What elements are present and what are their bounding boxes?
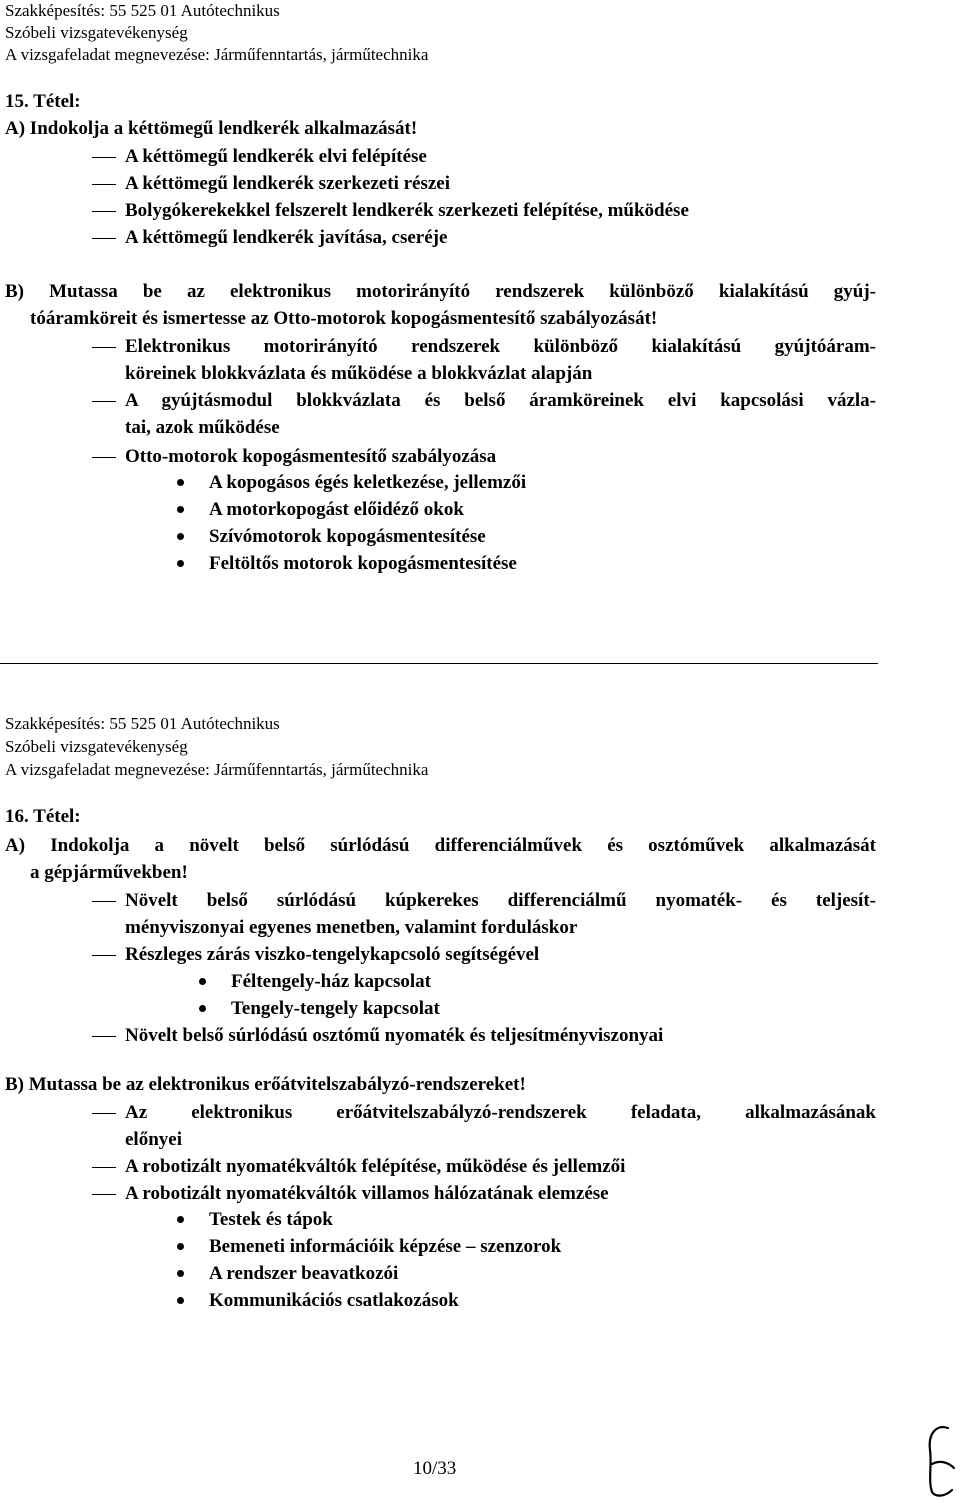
dash-marker (92, 401, 116, 402)
bullet-item: Tengely-tengely kapcsolat (231, 998, 440, 1019)
bullet-icon (177, 506, 184, 513)
list-item: A kéttömegű lendkerék elvi felépítése (125, 146, 427, 167)
item-16-b-title: B) Mutassa be az elektronikus erőátvitelszabályzó-rendszereket! (5, 1074, 526, 1095)
list-item-continuation: ményviszonyai egyenes menetben, valamint forduláskor (125, 917, 578, 938)
header-qualification: Szakképesítés: 55 525 01 Autótechnikus (5, 1, 280, 20)
item-16-title: 16. Tétel: (5, 806, 81, 827)
list-item: Részleges zárás viszko-tengelykapcsoló segítségével (125, 944, 540, 965)
item-16-a-title-line1: A) Indokolja a növelt belső súrlódású differenciálművek és osztóművek alkalmazását (5, 835, 876, 856)
bullet-icon (177, 1270, 184, 1277)
dash-marker (92, 1036, 116, 1037)
bullet-icon (177, 1243, 184, 1250)
page-separator (0, 663, 878, 664)
dash-marker (92, 238, 116, 239)
page-number: 10/33 (413, 1458, 457, 1479)
list-item-continuation: köreinek blokkvázlata és működése a blokkvázlat alapján (125, 363, 593, 384)
dash-marker (92, 901, 116, 902)
header-task-name: A vizsgafeladat megnevezése: Járműfenntartás, járműtechnika (5, 45, 429, 64)
bullet-item: A kopogásos égés keletkezése, jellemzői (209, 472, 527, 493)
bullet-item: Szívómotorok kopogásmentesítése (209, 526, 486, 547)
bullet-item: Testek és tápok (209, 1209, 333, 1230)
item-15-b-title-line2: tóáramköreit és ismertesse az Otto-motorok kopogásmentesítő szabályozását! (30, 308, 658, 329)
list-item: Otto-motorok kopogásmentesítő szabályozása (125, 446, 497, 467)
list-item: Növelt belső súrlódású kúpkerekes differenciálmű nyomaték- és teljesít- (125, 890, 876, 911)
signature-mark (918, 1420, 958, 1500)
bullet-icon (199, 1005, 206, 1012)
list-item: Bolygókerekekkel felszerelt lendkerék szerkezeti felépítése, működése (125, 200, 689, 221)
list-item: Növelt belső súrlódású osztómű nyomaték és teljesítményviszonyai (125, 1025, 664, 1046)
header-exam-type: Szóbeli vizsgatevékenység (5, 23, 188, 42)
list-item: Elektronikus motorirányító rendszerek különböző kialakítású gyújtóáram- (125, 336, 876, 357)
dash-marker (92, 211, 116, 212)
bullet-icon (177, 560, 184, 567)
list-item-continuation: tai, azok működése (125, 417, 280, 438)
item-15-b-title-line1: B) Mutassa be az elektronikus motorirányító rendszerek különböző kialakítású gyúj- (5, 281, 876, 302)
header-exam-type: Szóbeli vizsgatevékenység (5, 737, 188, 756)
header-qualification: Szakképesítés: 55 525 01 Autótechnikus (5, 714, 280, 733)
bullet-icon (177, 1297, 184, 1304)
list-item: A robotizált nyomatékváltók villamos hálózatának elemzése (125, 1183, 609, 1204)
dash-marker (92, 1113, 116, 1114)
list-item: A gyújtásmodul blokkvázlata és belső áramköreinek elvi kapcsolási vázla- (125, 390, 876, 411)
dash-marker (92, 457, 116, 458)
header-task-name: A vizsgafeladat megnevezése: Járműfenntartás, járműtechnika (5, 760, 429, 779)
dash-marker (92, 955, 116, 956)
bullet-item: Féltengely-ház kapcsolat (231, 971, 432, 992)
bullet-item: Kommunikációs csatlakozások (209, 1290, 459, 1311)
bullet-item: Bemeneti információik képzése – szenzorok (209, 1236, 562, 1257)
item-15-a-title: A) Indokolja a kéttömegű lendkerék alkalmazását! (5, 118, 418, 139)
bullet-item: A rendszer beavatkozói (209, 1263, 399, 1284)
dash-marker (92, 347, 116, 348)
dash-marker (92, 1167, 116, 1168)
list-item: Az elektronikus erőátvitelszabályzó-rendszerek feladata, alkalmazásának (125, 1102, 876, 1123)
dash-marker (92, 184, 116, 185)
bullet-icon (177, 479, 184, 486)
item-16-a-title-line2: a gépjárművekben! (30, 862, 188, 883)
dash-marker (92, 157, 116, 158)
bullet-item: A motorkopogást előidéző okok (209, 499, 464, 520)
bullet-icon (199, 978, 206, 985)
bullet-icon (177, 1216, 184, 1223)
bullet-item: Feltöltős motorok kopogásmentesítése (209, 553, 517, 574)
list-item: A kéttömegű lendkerék szerkezeti részei (125, 173, 451, 194)
list-item: A robotizált nyomatékváltók felépítése, működése és jellemzői (125, 1156, 626, 1177)
bullet-icon (177, 533, 184, 540)
item-15-title: 15. Tétel: (5, 91, 81, 112)
list-item: A kéttömegű lendkerék javítása, cseréje (125, 227, 448, 248)
list-item-continuation: előnyei (125, 1129, 182, 1150)
dash-marker (92, 1194, 116, 1195)
